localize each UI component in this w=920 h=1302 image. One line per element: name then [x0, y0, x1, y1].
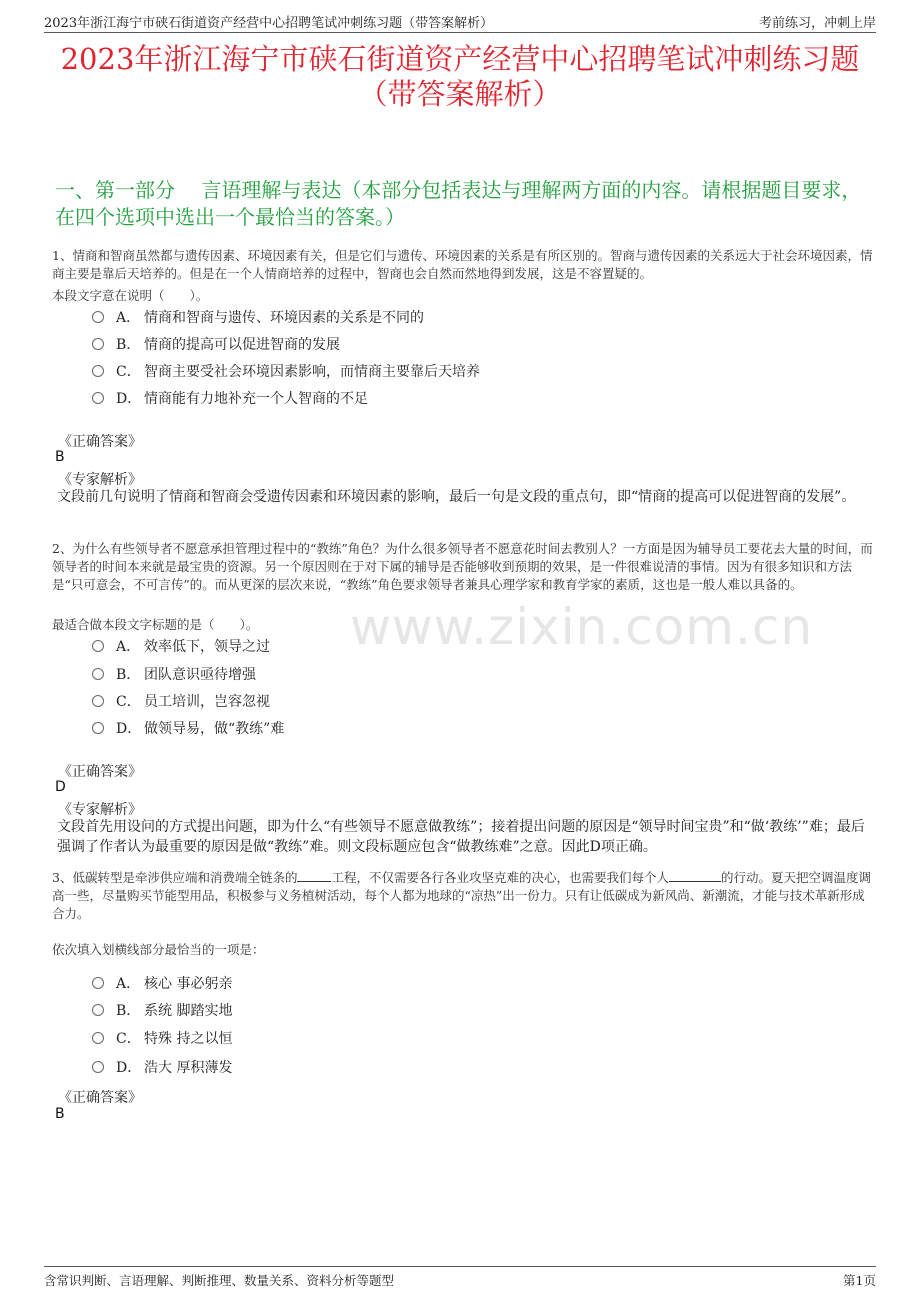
fill-blank-1 — [297, 869, 331, 882]
question-3-stem: 3、低碳转型是牵涉供应端和消费端全链条的 工程，不仅需要各行各业攻坚克难的决心，也需要我们每个人 的行动。夏天把空调温度调高一些，尽量购买节能型用品，积极参与义务植树活动，每个人都为地球的“凉热”出一份力。只有让低碳成为新风尚、新潮流，才能与技术革新形成合力。 — [52, 870, 871, 921]
q1-option-d[interactable]: D． 情商能有力地补充一个人智商的不足 — [92, 389, 368, 409]
q1-analysis: 文段前几句说明了情商和智商会受遗传因素和环境因素的影响，最后一句是文段的重点句，即“情商的提高可以促进智商的发展”。 — [57, 489, 856, 505]
footer-topics: 含常识判断、言语理解、判断推理、数量关系、资料分析等题型 — [44, 1273, 395, 1288]
page-footer — [44, 1266, 876, 1287]
radio-icon[interactable] — [92, 640, 104, 652]
q2-option-d[interactable]: D． 做领导易，做“教练”难 — [92, 719, 284, 739]
q1-option-c[interactable]: C． 智商主要受社会环境因素影响，而情商主要靠后天培养 — [92, 362, 480, 382]
title-line-1: 2023年浙江海宁市硖石街道资产经营中心招聘笔试冲刺练习题 — [60, 42, 860, 76]
section-heading: 一、第一部分 言语理解与表达（本部分包括表达与理解两方面的内容。请根据题目要求，在四个选项中选出一个最恰当的答案。） — [55, 178, 862, 229]
title-line-2: （带答案解析） — [358, 77, 562, 111]
radio-icon[interactable] — [92, 977, 104, 989]
q2-option-c[interactable]: C． 员工培训，岂容忽视 — [92, 692, 270, 712]
q2-analysis-label: 《专家解析》 — [58, 802, 142, 818]
question-3-prompt: 依次填入划横线部分最恰当的一项是： — [52, 942, 265, 957]
q3-option-c[interactable]: C． 特殊 持之以恒 — [92, 1029, 232, 1049]
header-doc-title: 2023年浙江海宁市硖石街道资产经营中心招聘笔试冲刺练习题（带答案解析） — [44, 16, 494, 31]
watermark-text: www.zixin.com.cn — [350, 598, 814, 656]
q1-analysis-label: 《专家解析》 — [58, 472, 142, 488]
radio-icon[interactable] — [92, 668, 104, 680]
header-slogan: 考前练习，冲刺上岸 — [758, 16, 876, 31]
q1-answer: B — [55, 449, 65, 465]
q2-option-b[interactable]: B． 团队意识亟待增强 — [92, 665, 256, 685]
question-1-prompt: 本段文字意在说明（ ）。 — [52, 288, 209, 303]
question-2-stem: 2、为什么有些领导者不愿意承担管理过程中的“教练”角色？为什么很多领导者不愿意花时间去教别人？一方面是因为辅导员工要花去大量的时间，而领导者的时间本来就是最宝贵的资源。另一个原因则在于对下属的辅导是否能够收到预期的效果，是一件很难说清的事情。因为有很多知识和方法是“只可意会，不可言传”的。而从更深的层次来说，“教练”角色要求领导者兼具心理学家和教育学家的素质，这也是一般人难以具备的。 — [52, 541, 873, 592]
q2-answer-label: 《正确答案》 — [58, 764, 142, 780]
q3-option-a[interactable]: A． 核心 事必躬亲 — [92, 974, 232, 994]
radio-icon[interactable] — [92, 1032, 104, 1044]
page-header — [44, 10, 876, 33]
radio-icon[interactable] — [92, 338, 104, 350]
q1-option-b[interactable]: B． 情商的提高可以促进智商的发展 — [92, 335, 340, 355]
q2-analysis: 文段首先用设问的方式提出问题，即为什么“有些领导不愿意做教练”；接着提出问题的原因是“领导时间宝贵”和“做‘教练’”难；最后强调了作者认为最重要的原因是做“教练”难。则文段标题应包含“做教练难”之意。因此D项正确。 — [57, 819, 865, 855]
radio-icon[interactable] — [92, 695, 104, 707]
q1-answer-label: 《正确答案》 — [58, 434, 142, 450]
page-title — [40, 42, 880, 112]
page-number: 第1页 — [843, 1273, 876, 1288]
radio-icon[interactable] — [92, 1061, 104, 1073]
question-2-prompt: 最适合做本段文字标题的是（ ）。 — [52, 617, 259, 632]
fill-blank-2 — [669, 869, 721, 882]
q3-option-b[interactable]: B． 系统 脚踏实地 — [92, 1001, 232, 1021]
q2-option-a[interactable]: A． 效率低下，领导之过 — [92, 637, 270, 657]
radio-icon[interactable] — [92, 392, 104, 404]
q2-answer: D — [55, 779, 66, 795]
question-1-stem: 1、情商和智商虽然都与遗传因素、环境因素有关，但是它们与遗传、环境因素的关系是有所区别的。智商与遗传因素的关系远大于社会环境因素，情商主要是靠后天培养的。但是在一个人情商培养的过程中，智商也会自然而然地得到发展，这是不容置疑的。 — [52, 248, 873, 281]
radio-icon[interactable] — [92, 365, 104, 377]
q3-option-d[interactable]: D． 浩大 厚积薄发 — [92, 1058, 232, 1078]
q3-answer: B — [55, 1106, 65, 1122]
radio-icon[interactable] — [92, 722, 104, 734]
q1-option-a[interactable]: A． 情商和智商与遗传、环境因素的关系是不同的 — [92, 308, 424, 328]
q3-answer-label: 《正确答案》 — [58, 1090, 142, 1106]
radio-icon[interactable] — [92, 1004, 104, 1016]
radio-icon[interactable] — [92, 311, 104, 323]
